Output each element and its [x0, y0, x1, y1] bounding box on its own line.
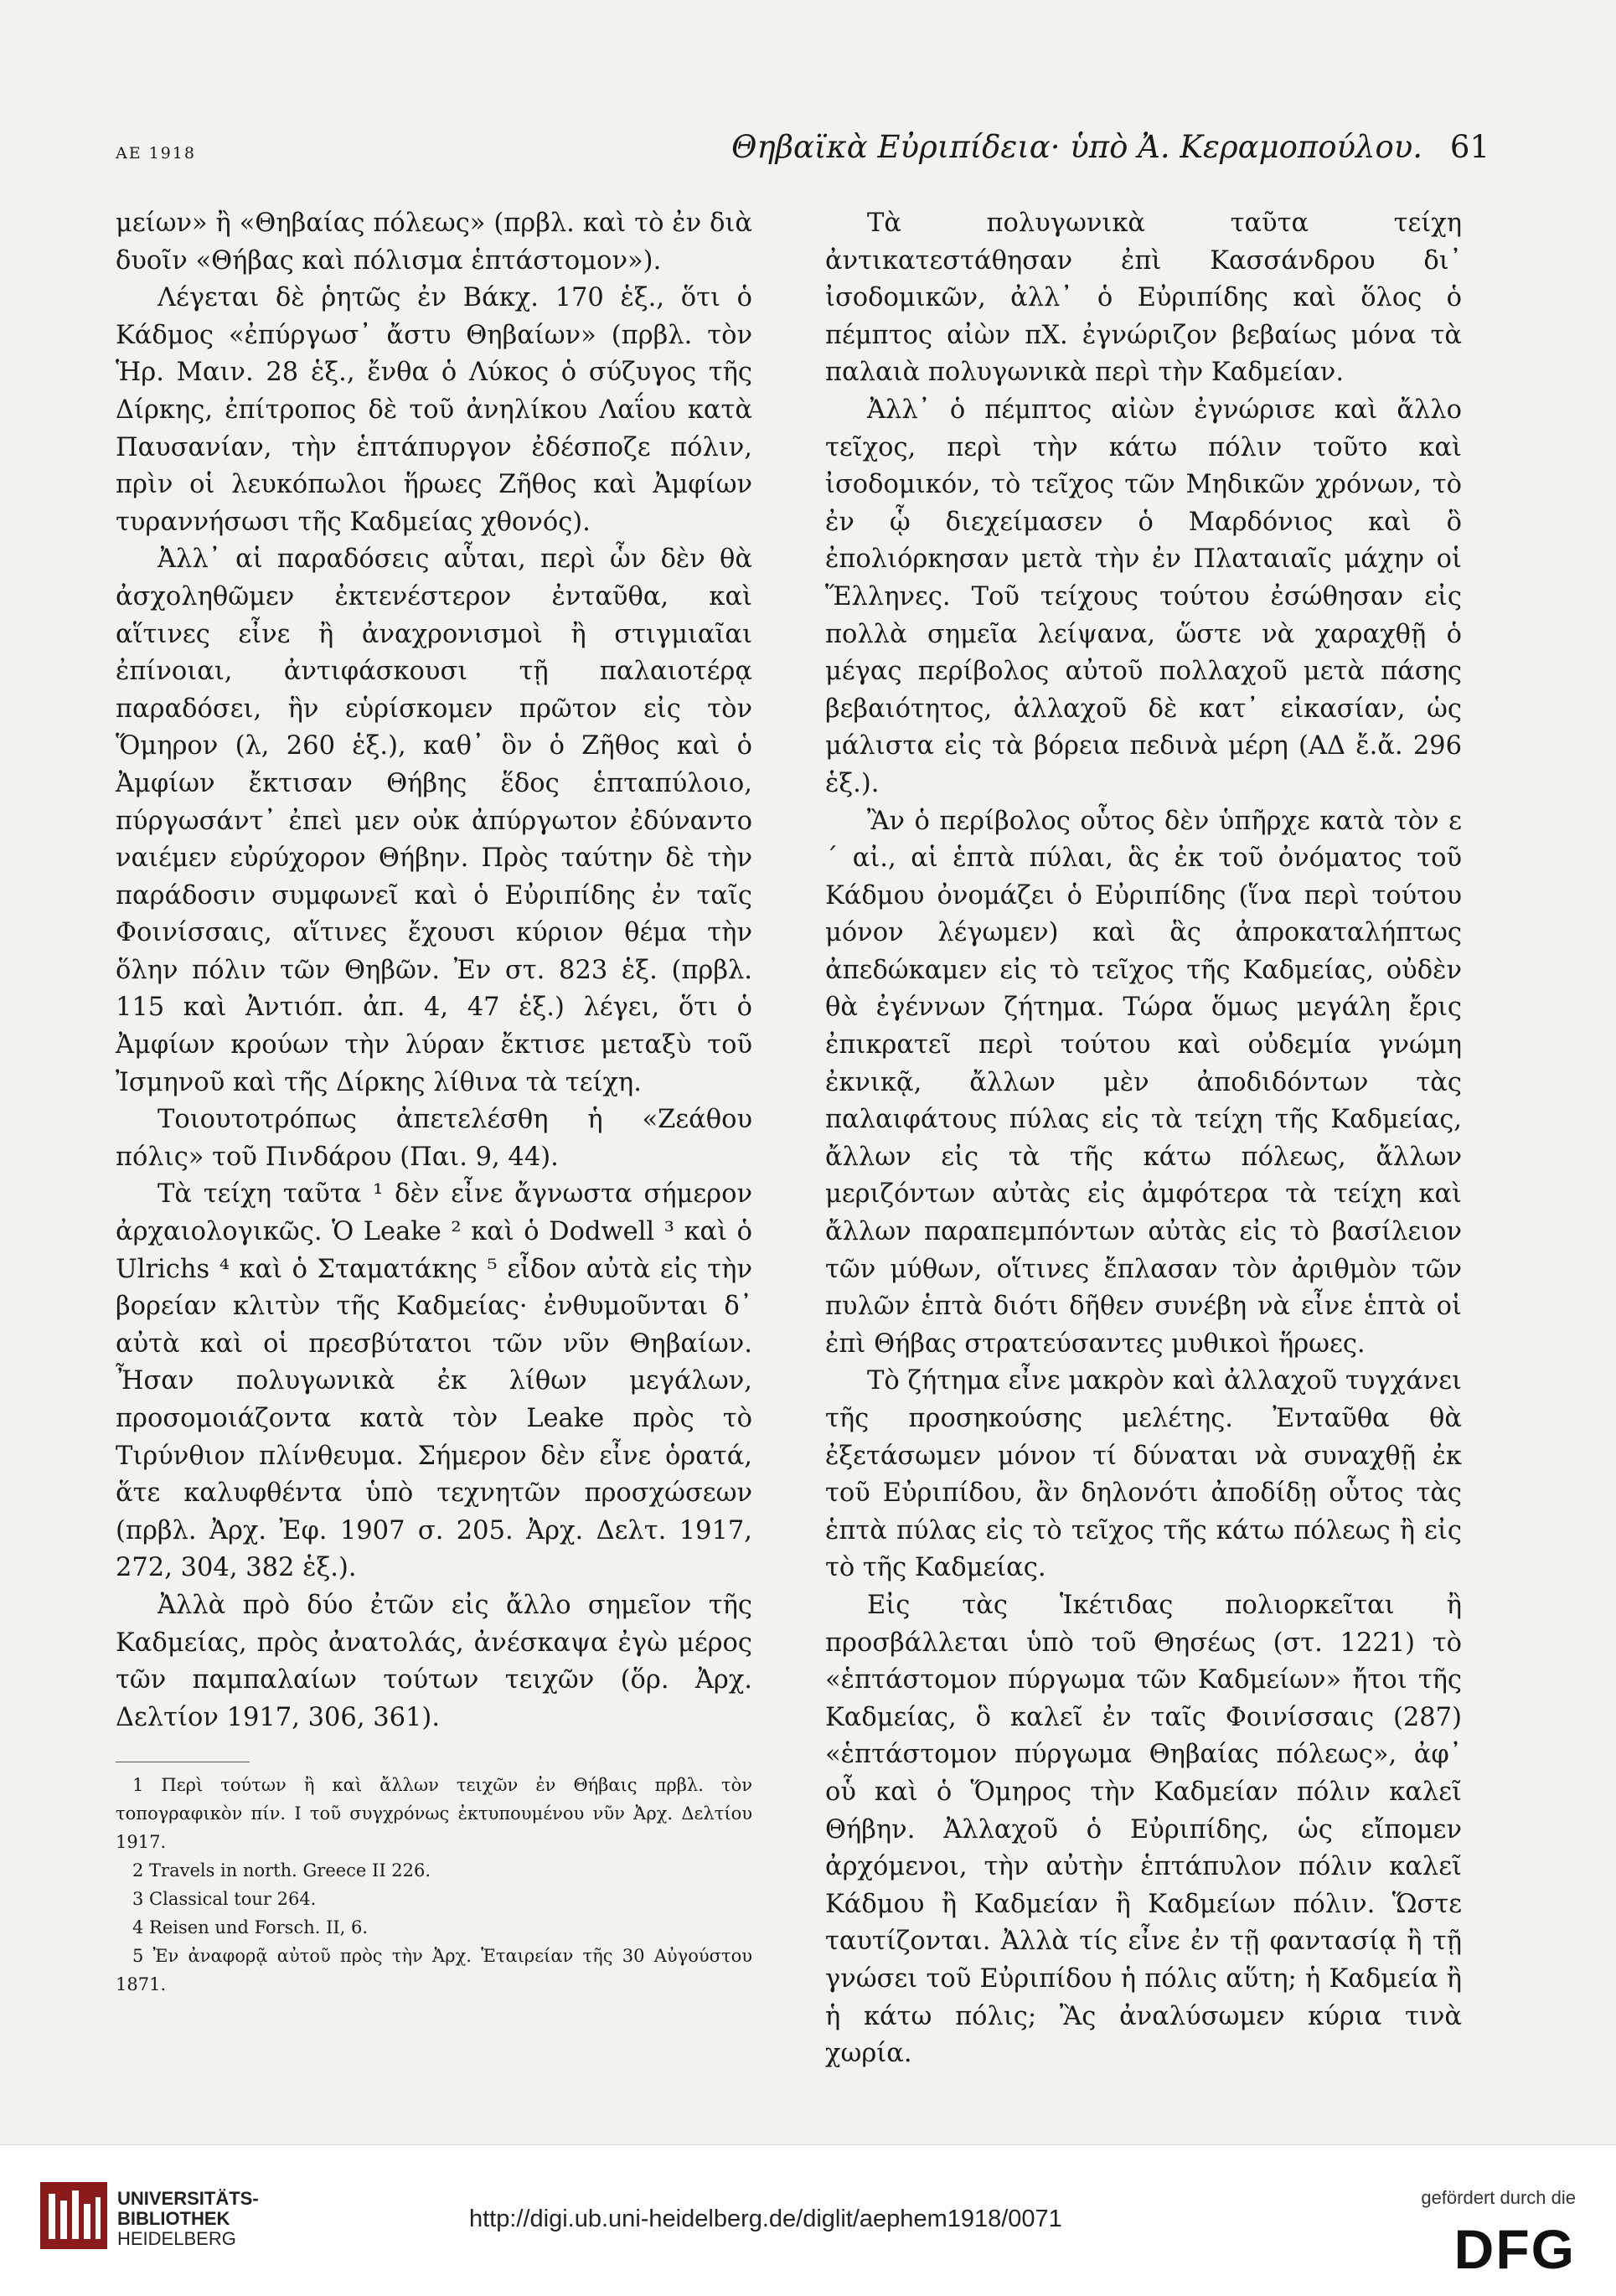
paragraph: Ἀλλ᾽ ὁ πέμπτος αἰὼν ἐγνώρισε καὶ ἄλλο τεῖχος, περὶ τὴν κάτω πόλιν τοῦτο καὶ ἰσοδομικόν, τὸ τεῖχος τῶν Μηδικῶν χρόνων, τὸ ἐν ᾧ διεχείμασεν ὁ Μαρδόνιος καὶ ὃ ἐπολιόρκησαν μετὰ τὴν ἐν Πλαταιαῖς μάχην οἱ Ἕλληνες. Τοῦ τείχους τούτου ἐσώθησαν εἰς πολλὰ σημεῖα λείψανα, ὥστε νὰ χαραχθῇ ὁ μέγας περίβολος αὐτοῦ πολλαχοῦ μετὰ πάσης βεβαιότητος, ἀλλαχοῦ δὲ κατ᾽ εἰκασίαν, ὡς μάλιστα εἰς τὰ βόρεια πεδινὰ μέρη (ΑΔ ἔ.ἄ. 296 ἑξ.).	[825, 395, 1462, 798]
footnotes	[116, 1762, 752, 1999]
university-library-logo-icon	[40, 2182, 107, 2249]
paragraph: Ἂν ὁ περίβολος οὗτος δὲν ὑπῆρχε κατὰ τὸν ε´ αἰ., αἱ ἑπτὰ πύλαι, ἃς ἐκ τοῦ ὀνόματος τοῦ Κάδμου ὀνομάζει ὁ Εὐριπίδης (ἵνα περὶ τούτου μόνον λέγωμεν) καὶ ἃς ἀπροκαταλήπτως ἀπεδώκαμεν εἰς τὸ τεῖχος τῆς Καδμείας, οὐδὲν θὰ ἐγέννων ζήτημα. Τώρα ὅμως μεγάλη ἔρις ἐπικρατεῖ περὶ τούτου καὶ οὐδεμία γνώμη ἐκνικᾷ, ἄλλων μὲν ἀποδιδόντων τὰς παλαιφάτους πύλας εἰς τὰ τείχη τῆς Καδμείας, ἄλλων εἰς τὰ τῆς κάτω πόλεως, ἄλλων μεριζόντων αὐτὰς εἰς ἀμφότερα τὰ τείχη καὶ ἄλλων παραπεμπόντων αὐτὰς εἰς τὸ βασίλειον τῶν μύθων, οἵτινες ἔπλασαν τὸν ἀριθμὸν τῶν πυλῶν ἑπτὰ διότι δῆθεν συνέβη νὰ εἶνε ἑπτὰ οἱ ἐπὶ Θήβας στρατεύσαντες μυθικοὶ ἥρωες.	[825, 806, 1462, 1359]
running-header	[116, 126, 1490, 168]
footnote: 3 Classical tour 264.	[132, 1889, 317, 1910]
footnote: 1 Περὶ τούτων ἢ καὶ ἄλλων τειχῶν ἐν Θήβαις πρβλ. τὸν τοπογραφικὸν πίν. I τοῦ συγχρόνως ἐκτυπουμένου νῦν Ἀρχ. Δελτίου 1917.	[116, 1775, 752, 1853]
dfg-logo: DFG	[1453, 2218, 1576, 2280]
paragraph: Τοιουτοτρόπως ἀπετελέσθη ἡ «Ζεάθου πόλις» τοῦ Πινδάρου (Παι. 9, 44).	[116, 1105, 752, 1172]
footnote: 4 Reisen und Forsch. II, 6.	[132, 1917, 369, 1938]
paragraph: μείων» ἢ «Θηβαίας πόλεως» (πρβλ. καὶ τὸ ἐν διὰ δυοῖν «Θήβας καὶ πόλισμα ἑπτάστομον»).	[116, 209, 752, 276]
paragraph: Ἀλλὰ πρὸ δύο ἐτῶν εἰς ἄλλο σημεῖον τῆς Καδμείας, πρὸς ἀνατολάς, ἀνέσκαψα ἐγὼ μέρος τῶν παμπαλαίων τούτων τειχῶν (ὅρ. Ἀρχ. Δελτίον 1917, 306, 361).	[116, 1590, 752, 1732]
paragraph: Τὸ ζήτημα εἶνε μακρὸν καὶ ἀλλαχοῦ τυγχάνει τῆς προσηκούσης μελέτης. Ἐνταῦθα θὰ ἐξετάσωμεν μόνον τί δύναται νὰ συναχθῇ ἐκ τοῦ Εὐριπίδου, ἂν δηλονότι ἀποδίδῃ οὗτος τὰς ἑπτὰ πύλας εἰς τὸ τεῖχος τῆς κάτω πόλεως ἢ εἰς τὸ τῆς Καδμείας.	[825, 1366, 1462, 1583]
paragraph: Εἰς τὰς Ἱκέτιδας πολιορκεῖται ἢ προσβάλλεται ὑπὸ τοῦ Θησέως (στ. 1221) τὸ «ἑπτάστομον πύργωμα τῶν Καδμείων» ἤτοι τῆς Καδμείας, ὃ καλεῖ ἐν ταῖς Φοινίσσαις (287) «ἑπτάστομον πύργωμα Θηβαίας πόλεως», ἀφ᾽ οὗ καὶ ὁ Ὅμηρος τὴν Καδμείαν πόλιν καλεῖ Θήβην. Ἀλλαχοῦ ὁ Εὐριπίδης, ὡς εἴπομεν ἀρχόμενοι, τὴν αὐτὴν ἑπτάπυλον πόλιν καλεῖ Κάδμου ἢ Καδμείαν ἢ Καδμείων πόλιν. Ὥστε ταυτίζονται. Ἀλλὰ τίς εἶνε ἐν τῇ φαντασίᾳ ἢ τῇ γνώσει τοῦ Εὐριπίδου ἡ πόλις αὕτη; ἡ Καδμεία ἢ ἡ κάτω πόλις; Ἂς ἀναλύσωμεν κύρια τινὰ χωρία.	[825, 1590, 1462, 2069]
footnote: 5 Ἐν ἀναφορᾷ αὐτοῦ πρὸς τὴν Ἀρχ. Ἑταιρείαν τῆς 30 Αὐγούστου 1871.	[116, 1946, 752, 1995]
library-name	[117, 2189, 259, 2249]
footnote: 2 Travels in north. Greece II 226.	[132, 1860, 431, 1881]
right-column	[825, 205, 1462, 2073]
journal-label: ΑΕ 1918	[116, 144, 196, 163]
article-title: Θηβαϊκὰ Εὐριπίδεια· ὑπὸ Ἀ. Κεραμοπούλου.	[731, 129, 1422, 165]
library-name-line: UNIVERSITÄTS-	[117, 2188, 259, 2209]
funded-by-label: gefördert durch die	[1421, 2187, 1576, 2208]
library-name-line: HEIDELBERG	[117, 2228, 236, 2249]
library-name-line: BIBLIOTHEK	[117, 2208, 230, 2229]
paragraph: Τὰ πολυγωνικὰ ταῦτα τείχη ἀντικατεστάθησαν ἐπὶ Κασσάνδρου δι᾽ ἰσοδομικῶν, ἀλλ᾽ ὁ Εὐριπίδης καὶ ὅλος ὁ πέμπτος αἰὼν πΧ. ἐγνώριζον βεβαίως μόνα τὰ παλαιὰ πολυγωνικὰ περὶ τὴν Καδμείαν.	[825, 209, 1462, 388]
page-number: 61	[1449, 129, 1490, 165]
paragraph: Λέγεται δὲ ῥητῶς ἐν Βάκχ. 170 ἑξ., ὅτι ὁ Κάδμος «ἐπύργωσ᾽ ἄστυ Θηβαίων» (πρβλ. τὸν Ἡρ. Μαιν. 28 ἑξ., ἔνθα ὁ Λύκος ὁ σύζυγος τῆς Δίρκης, ἐπίτροπος δὲ τοῦ ἀνηλίκου Λαΐου κατὰ Παυσανίαν, τὴν ἑπτάπυργον ἐδέσποζε πόλιν, πρὶν οἱ λευκόπωλοι ἥρωες Ζῆθος καὶ Ἀμφίων τυραννήσωσι τῆς Καδμείας χθονός).	[116, 283, 752, 537]
paragraph: Τὰ τείχη ταῦτα ¹ δὲν εἶνε ἄγνωστα σήμερον ἀρχαιολογικῶς. Ὁ Leake ² καὶ ὁ Dodwell ³ καὶ ὁ Ulrichs ⁴ καὶ ὁ Σταματάκης ⁵ εἶδον αὐτὰ εἰς τὴν βορείαν κλιτὺν τῆς Καδμείας· ἐνθυμοῦνται δ᾽ αὐτὰ καὶ οἱ πρεσβύτατοι τῶν νῦν Θηβαίων. Ἦσαν πολυγωνικὰ ἐκ λίθων μεγάλων, προσομοιάζοντα κατὰ τὸν Leake πρὸς τὸ Τιρύνθιον πλίνθευμα. Σήμερον δὲν εἶνε ὁρατά, ἅτε καλυφθέντα ὑπὸ τεχνητῶν προσχώσεων (πρβλ. Ἀρχ. Ἐφ. 1907 σ. 205. Ἀρχ. Δελτ. 1917, 272, 304, 382 ἑξ.).	[116, 1179, 752, 1583]
left-column	[116, 205, 752, 1999]
paragraph: Ἀλλ᾽ αἱ παραδόσεις αὗται, περὶ ὧν δὲν θὰ ἀσχοληθῶμεν ἐκτενέστερον ἐνταῦθα, καὶ αἵτινες εἶνε ἢ ἀναχρονισμοὶ ἢ στιγμιαῖαι ἐπίνοιαι, ἀντιφάσκουσι τῇ παλαιοτέρᾳ παραδόσει, ἣν εὑρίσκομεν πρῶτον εἰς τὸν Ὅμηρον (λ, 260 ἑξ.), καθ᾽ ὃν ὁ Ζῆθος καὶ ὁ Ἀμφίων ἔκτισαν Θήβης ἕδος ἑπταπύλοιο, πύργωσάντ᾽ ἐπεὶ μεν οὐκ ἀπύργωτον ἐδύναντο ναιέμεν εὐρύχορον Θήβην. Πρὸς ταύτην δὲ τὴν παράδοσιν συμφωνεῖ καὶ ὁ Εὐριπίδης ἐν ταῖς Φοινίσσαις, αἵτινες ἔχουσι κύριον θέμα τὴν ὅλην πόλιν τῶν Θηβῶν. Ἐν στ. 823 ἑξ. (πρβλ. 115 καὶ Ἀντιόπ. ἀπ. 4, 47 ἑξ.) λέγει, ὅτι ὁ Ἀμφίων κρούων τὴν λύραν ἔκτισε μεταξὺ τοῦ Ἰσμηνοῦ καὶ τῆς Δίρκης λίθινα τὰ τείχη.	[116, 544, 752, 1097]
permalink[interactable]: http://digi.ub.uni-heidelberg.de/diglit/aephem1918/0071	[469, 2206, 1062, 2232]
viewer-footer	[0, 2144, 1616, 2296]
